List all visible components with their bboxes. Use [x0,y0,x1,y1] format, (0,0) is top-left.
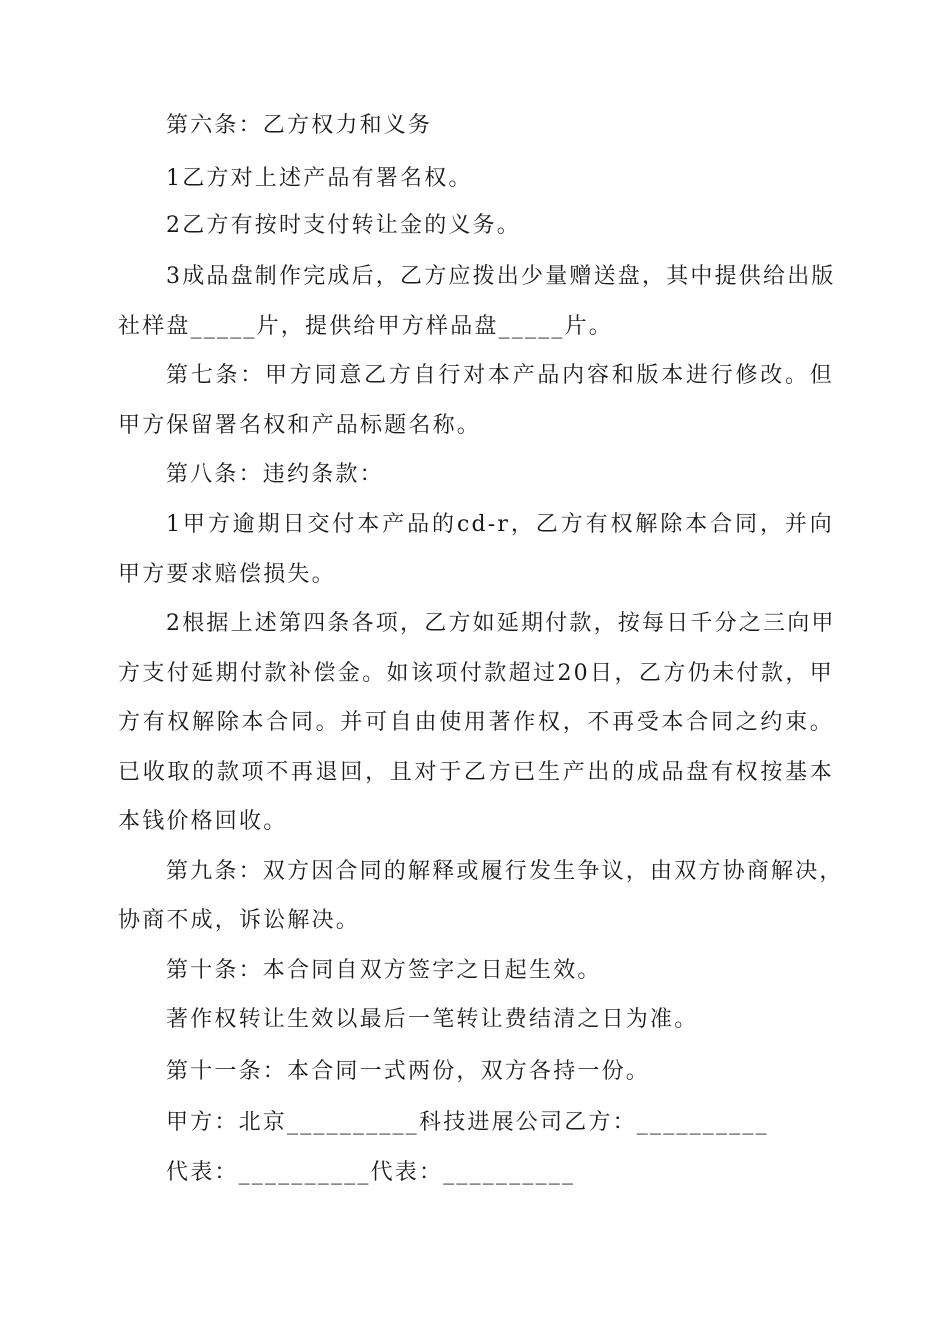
article-6-item-1: 1乙方对上述产品有署名权。 [166,166,473,191]
article-7-line-2: 甲方保留署名权和产品标题名称。 [118,413,482,438]
party-signature-line: 甲方：北京__________科技进展公司乙方：__________ [166,1110,769,1135]
article-8-item-1-line-1: 1甲方逾期日交付本产品的cd-r，乙方有权解除本合同，并向 [166,512,834,537]
article-6-item-3-line-1: 3成品盘制作完成后，乙方应拨出少量赠送盘，其中提供给出版 [166,264,836,289]
article-10-line-2: 著作权转让生效以最后一笔转让费结清之日为准。 [166,1007,699,1032]
article-8-item-1-line-2: 甲方要求赔偿损失。 [118,562,336,587]
article-9-line-2: 协商不成，诉讼解决。 [118,908,361,933]
representative-signature-line: 代表：__________代表：__________ [166,1160,576,1185]
article-8-item-2-line-4: 已收取的款项不再退回，且对于乙方已生产出的成品盘有权按基本 [118,760,834,785]
article-9-line-1: 第九条：双方因合同的解释或履行发生争议，由双方协商解决， [166,859,844,884]
article-8-item-2-line-2: 方支付延期付款补偿金。如该项付款超过20日，乙方仍未付款，甲 [118,661,834,686]
article-7-line-1: 第七条：甲方同意乙方自行对本产品内容和版本进行修改。但 [166,363,834,388]
article-8-item-2-line-5: 本钱价格回收。 [118,809,288,834]
article-6-heading: 第六条：乙方权力和义务 [166,113,433,138]
article-10-line-1: 第十条：本合同自双方签字之日起生效。 [166,958,602,983]
article-8-item-2-line-1: 2根据上述第四条各项，乙方如延期付款，按每日千分之三向甲 [166,611,836,636]
article-6-item-3-line-2: 社样盘_____片，提供给甲方样品盘_____片。 [118,314,614,339]
article-8-item-2-line-3: 方有权解除本合同。并可自由使用著作权，不再受本合同之约束。 [118,710,834,735]
article-8-heading: 第八条：违约条款： [166,462,384,487]
article-6-item-2: 2乙方有按时支付转让金的义务。 [166,213,521,238]
article-11: 第十一条：本合同一式两份，双方各持一份。 [166,1059,651,1084]
